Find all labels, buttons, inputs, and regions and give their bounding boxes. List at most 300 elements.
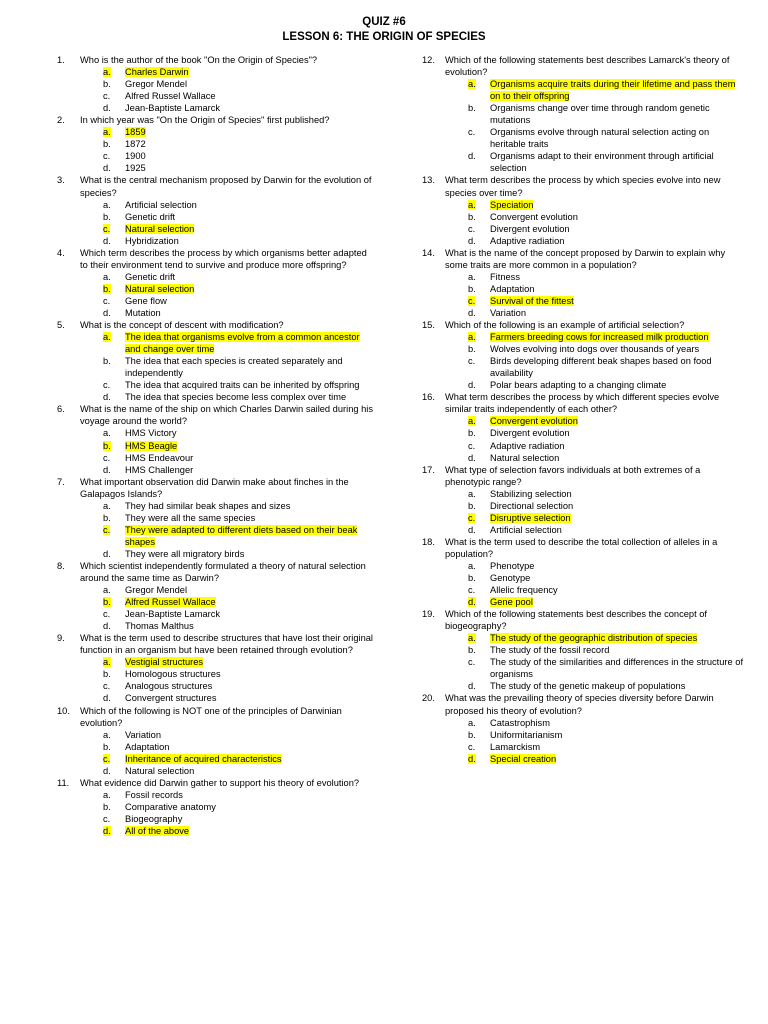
answer-option-highlighted bbox=[468, 78, 744, 102]
question-number: 9. bbox=[57, 633, 65, 644]
answer-options bbox=[468, 488, 744, 536]
question-block bbox=[422, 608, 744, 692]
option-text: Biogeography bbox=[125, 813, 183, 824]
answer-option bbox=[468, 223, 744, 235]
question-block bbox=[422, 391, 744, 463]
lesson-title: LESSON 6: THE ORIGIN OF SPECIES bbox=[282, 31, 486, 43]
option-text: The study of the genetic makeup of populations bbox=[490, 681, 686, 692]
option-letter: c. bbox=[468, 127, 476, 138]
option-text: Stabilizing selection bbox=[490, 488, 572, 499]
option-text bbox=[125, 331, 375, 355]
option-letter bbox=[468, 753, 490, 765]
highlight-mark: d. bbox=[103, 826, 111, 836]
highlight-mark: b. bbox=[103, 440, 111, 451]
question-number: 4. bbox=[57, 247, 65, 258]
option-text bbox=[490, 753, 744, 765]
answer-option bbox=[103, 584, 375, 596]
option-letter: b. bbox=[103, 741, 111, 752]
option-text: Hybridization bbox=[125, 235, 179, 246]
answer-option-highlighted bbox=[468, 415, 744, 427]
option-text: Artificial selection bbox=[490, 524, 562, 535]
highlighted-answer: They were adapted to different diets based on their beak shapes bbox=[125, 524, 358, 547]
option-text: Mutation bbox=[125, 307, 161, 318]
question-stem bbox=[57, 560, 375, 584]
highlighted-answer: Gene pool bbox=[490, 597, 533, 608]
question-block bbox=[422, 536, 744, 608]
highlighted-answer: Survival of the fittest bbox=[490, 295, 574, 306]
question-text: What evidence did Darwin gather to support his theory of evolution? bbox=[80, 777, 360, 788]
option-letter bbox=[103, 66, 125, 78]
question-number: 12. bbox=[422, 55, 435, 65]
option-letter bbox=[103, 596, 125, 608]
question-stem bbox=[57, 114, 375, 126]
question-text: What was the prevailing theory of species diversity before Darwin proposed his theory of evolution? bbox=[445, 693, 714, 716]
option-text bbox=[125, 126, 375, 138]
answer-option-highlighted bbox=[468, 596, 744, 608]
option-letter: d. bbox=[468, 452, 476, 463]
option-text: Genetic drift bbox=[125, 271, 176, 282]
option-text: HMS Challenger bbox=[125, 464, 194, 475]
option-text: They were all the same species bbox=[125, 512, 256, 523]
question-block bbox=[422, 54, 744, 174]
option-letter bbox=[103, 825, 125, 837]
question-block bbox=[57, 705, 375, 777]
option-text: The idea that each species is created separately and independently bbox=[125, 356, 343, 379]
option-text: Homologous structures bbox=[125, 669, 221, 680]
highlight-mark: c. bbox=[468, 295, 476, 306]
answer-option bbox=[468, 355, 744, 379]
answer-option bbox=[103, 295, 375, 307]
highlight-mark: a. bbox=[468, 633, 476, 644]
option-text: Artificial selection bbox=[125, 199, 197, 210]
question-text: What term describes the process by which different species evolve similar traits independently of each other? bbox=[445, 392, 720, 415]
highlighted-answer: The idea that organisms evolve from a common ancestor and change over time bbox=[125, 332, 360, 355]
option-letter: c. bbox=[468, 585, 476, 596]
question-stem bbox=[422, 608, 744, 632]
answer-option bbox=[103, 500, 375, 512]
option-letter: b. bbox=[103, 139, 111, 150]
answer-option bbox=[468, 283, 744, 295]
option-text: The study of the fossil record bbox=[490, 645, 610, 656]
option-text: The study of the similarities and differences in the structure of organisms bbox=[490, 657, 744, 680]
answer-options bbox=[103, 789, 375, 837]
answer-option bbox=[103, 680, 375, 692]
option-letter bbox=[103, 283, 125, 295]
question-text: Which term describes the process by which organisms better adapted to their environment tend to survive and produce more offspring? bbox=[80, 247, 367, 270]
option-letter: d. bbox=[103, 103, 111, 114]
option-text bbox=[490, 596, 744, 608]
option-text: HMS Victory bbox=[125, 428, 177, 439]
highlight-mark: a. bbox=[468, 199, 476, 210]
option-letter: c. bbox=[103, 151, 111, 162]
question-number: 20. bbox=[422, 693, 435, 704]
answer-option bbox=[103, 427, 375, 439]
option-text: Directional selection bbox=[490, 500, 574, 511]
answer-options bbox=[468, 199, 744, 247]
question-stem bbox=[422, 174, 744, 198]
answer-options bbox=[468, 78, 744, 174]
option-text: Wolves evolving into dogs over thousands of years bbox=[490, 344, 700, 355]
question-text: What is the term used to describe the total collection of alleles in a population? bbox=[445, 536, 718, 559]
answer-option-highlighted bbox=[468, 753, 744, 765]
option-text: 1900 bbox=[125, 151, 146, 162]
answer-options bbox=[103, 331, 375, 403]
option-text: Convergent structures bbox=[125, 693, 217, 704]
answer-option bbox=[103, 138, 375, 150]
option-letter bbox=[468, 632, 490, 644]
question-number: 5. bbox=[57, 320, 65, 331]
answer-option-highlighted bbox=[103, 753, 375, 765]
option-letter: b. bbox=[103, 79, 111, 90]
option-letter: b. bbox=[468, 103, 476, 114]
option-letter bbox=[468, 331, 490, 343]
answer-option bbox=[468, 452, 744, 464]
highlight-mark: b. bbox=[103, 597, 111, 608]
option-letter bbox=[103, 440, 125, 452]
option-text bbox=[125, 524, 375, 548]
option-text: Organisms evolve through natural selection acting on heritable traits bbox=[490, 127, 710, 150]
answer-option bbox=[468, 729, 744, 741]
option-letter: d. bbox=[103, 621, 111, 632]
question-block bbox=[57, 632, 375, 704]
answer-option bbox=[468, 440, 744, 452]
option-text: Lamarckism bbox=[490, 741, 541, 752]
answer-option bbox=[468, 343, 744, 355]
highlight-mark: c. bbox=[103, 753, 111, 764]
option-letter: d. bbox=[468, 380, 476, 391]
option-text bbox=[125, 596, 375, 608]
question-block bbox=[422, 247, 744, 319]
option-letter: d. bbox=[103, 765, 111, 776]
question-block bbox=[57, 54, 375, 114]
answer-option-highlighted bbox=[103, 126, 375, 138]
highlight-mark: d. bbox=[468, 753, 476, 764]
option-letter: c. bbox=[468, 223, 476, 234]
option-text bbox=[125, 656, 375, 668]
option-text bbox=[125, 825, 375, 837]
answer-options bbox=[103, 199, 375, 247]
question-stem bbox=[57, 777, 375, 789]
option-letter bbox=[468, 78, 490, 102]
option-text: Convergent evolution bbox=[490, 211, 578, 222]
option-text: 1872 bbox=[125, 139, 146, 150]
answer-option-highlighted bbox=[103, 825, 375, 837]
question-block bbox=[57, 777, 375, 837]
option-letter: d. bbox=[103, 235, 111, 246]
option-letter: b. bbox=[103, 356, 111, 367]
question-stem bbox=[422, 692, 744, 716]
question-stem bbox=[57, 476, 375, 500]
option-text: Variation bbox=[125, 729, 162, 740]
answer-options bbox=[103, 656, 375, 704]
highlighted-answer: Charles Darwin bbox=[125, 67, 189, 78]
answer-option bbox=[103, 90, 375, 102]
option-letter bbox=[103, 223, 125, 235]
question-number: 1. bbox=[57, 55, 65, 65]
answer-options bbox=[103, 271, 375, 319]
option-letter: d. bbox=[468, 307, 476, 318]
answer-option bbox=[468, 656, 744, 680]
answer-option-highlighted bbox=[468, 295, 744, 307]
answer-option bbox=[103, 692, 375, 704]
question-number: 8. bbox=[57, 560, 65, 571]
highlighted-answer: Inheritance of acquired characteristics bbox=[125, 753, 282, 764]
option-letter: d. bbox=[103, 163, 111, 174]
question-text: What is the name of the concept proposed by Darwin to explain why some traits are more common in a population? bbox=[445, 247, 726, 270]
option-letter: d. bbox=[103, 548, 111, 559]
option-letter bbox=[468, 415, 490, 427]
option-text: Gene flow bbox=[125, 295, 167, 306]
answer-option bbox=[103, 464, 375, 476]
highlighted-answer: Convergent evolution bbox=[490, 416, 578, 427]
option-letter: d. bbox=[103, 392, 111, 403]
question-stem bbox=[57, 54, 375, 66]
highlighted-answer: Alfred Russel Wallace bbox=[125, 597, 216, 608]
option-text bbox=[490, 78, 744, 102]
question-stem bbox=[57, 705, 375, 729]
option-letter: c. bbox=[468, 440, 476, 451]
option-letter: b. bbox=[103, 211, 111, 222]
answer-option bbox=[468, 524, 744, 536]
highlight-mark: d. bbox=[468, 597, 476, 608]
option-letter: c. bbox=[468, 356, 476, 367]
option-text: Organisms change over time through random genetic mutations bbox=[490, 103, 710, 126]
answer-option bbox=[103, 741, 375, 753]
question-text: In which year was "On the Origin of Species" first published? bbox=[80, 115, 330, 126]
question-text: Which of the following is NOT one of the principles of Darwinian evolution? bbox=[80, 705, 342, 728]
highlight-mark: c. bbox=[103, 524, 111, 535]
answer-options bbox=[103, 729, 375, 777]
question-block bbox=[57, 403, 375, 475]
answer-options bbox=[103, 126, 375, 174]
highlight-mark: a. bbox=[103, 332, 111, 343]
highlight-mark: a. bbox=[468, 79, 476, 90]
option-letter bbox=[468, 199, 490, 211]
option-text: Jean-Baptiste Lamarck bbox=[125, 103, 221, 114]
question-number: 6. bbox=[57, 404, 65, 415]
option-text bbox=[125, 753, 375, 765]
question-number: 17. bbox=[422, 464, 435, 475]
highlighted-answer: 1859 bbox=[125, 127, 146, 138]
answer-option bbox=[103, 548, 375, 560]
question-text: Which of the following statements best describes the concept of biogeography? bbox=[445, 609, 708, 632]
answer-option bbox=[103, 813, 375, 825]
question-number: 14. bbox=[422, 247, 435, 258]
option-text bbox=[490, 331, 744, 343]
option-text: Adaptive radiation bbox=[490, 440, 565, 451]
option-letter bbox=[103, 656, 125, 668]
option-letter: b. bbox=[103, 801, 111, 812]
answer-option bbox=[103, 379, 375, 391]
answer-option-highlighted bbox=[103, 66, 375, 78]
question-number: 10. bbox=[57, 705, 70, 716]
question-text: What term describes the process by which species evolve into new species over time? bbox=[445, 175, 721, 198]
option-text: They were all migratory birds bbox=[125, 548, 245, 559]
highlight-mark: a. bbox=[468, 332, 476, 343]
question-number: 11. bbox=[57, 777, 70, 788]
option-text: Analogous structures bbox=[125, 681, 213, 692]
option-letter bbox=[103, 331, 125, 355]
option-letter: b. bbox=[103, 512, 111, 523]
question-stem bbox=[57, 632, 375, 656]
answer-option bbox=[468, 102, 744, 126]
option-letter: b. bbox=[468, 729, 476, 740]
option-text: Catastrophism bbox=[490, 717, 550, 728]
option-text bbox=[490, 199, 744, 211]
answer-option bbox=[468, 150, 744, 174]
option-text: HMS Endeavour bbox=[125, 452, 194, 463]
answer-option bbox=[468, 717, 744, 729]
answer-option bbox=[468, 644, 744, 656]
question-number: 19. bbox=[422, 609, 435, 620]
highlight-mark: b. bbox=[103, 283, 111, 294]
answer-option bbox=[103, 199, 375, 211]
answer-option-highlighted bbox=[468, 331, 744, 343]
answer-option-highlighted bbox=[103, 331, 375, 355]
question-stem bbox=[57, 403, 375, 427]
question-text: What is the concept of descent with modification? bbox=[80, 320, 284, 331]
option-letter: a. bbox=[103, 789, 111, 800]
answer-options bbox=[468, 331, 744, 391]
option-text: Genetic drift bbox=[125, 211, 176, 222]
option-text: Thomas Malthus bbox=[125, 621, 194, 632]
option-letter: c. bbox=[103, 813, 111, 824]
option-text: Divergent evolution bbox=[490, 428, 570, 439]
right-column bbox=[422, 54, 744, 765]
answer-options bbox=[103, 66, 375, 114]
option-text: Comparative anatomy bbox=[125, 801, 216, 812]
highlighted-answer: Natural selection bbox=[125, 283, 195, 294]
option-text: Polar bears adapting to a changing climate bbox=[490, 380, 667, 391]
answer-option bbox=[468, 500, 744, 512]
question-text: What type of selection favors individuals at both extremes of a phenotypic range? bbox=[445, 464, 701, 487]
option-letter: c. bbox=[103, 681, 111, 692]
answer-option bbox=[468, 584, 744, 596]
question-number: 3. bbox=[57, 175, 65, 186]
option-text bbox=[490, 295, 744, 307]
highlighted-answer: Special creation bbox=[490, 753, 557, 764]
question-stem bbox=[422, 536, 744, 560]
option-letter: c. bbox=[103, 609, 111, 620]
answer-option bbox=[468, 680, 744, 692]
highlight-mark: a. bbox=[468, 416, 476, 427]
option-text: Adaptive radiation bbox=[490, 235, 565, 246]
option-text: 1925 bbox=[125, 163, 146, 174]
answer-option bbox=[103, 452, 375, 464]
answer-options bbox=[103, 500, 375, 560]
option-letter bbox=[468, 596, 490, 608]
question-number: 18. bbox=[422, 536, 435, 547]
question-text: Who is the author of the book "On the Origin of Species"? bbox=[80, 55, 318, 65]
question-block bbox=[422, 464, 744, 536]
highlighted-answer: Organisms acquire traits during their lifetime and pass them on to their offspring bbox=[490, 79, 736, 102]
answer-option-highlighted bbox=[103, 524, 375, 548]
highlight-mark: a. bbox=[103, 657, 111, 668]
answer-option bbox=[468, 307, 744, 319]
option-text bbox=[490, 512, 744, 524]
option-text: The idea that species become less complex over time bbox=[125, 392, 347, 403]
highlighted-answer: Speciation bbox=[490, 199, 534, 210]
highlighted-answer: Vestigial structures bbox=[125, 657, 204, 668]
option-text: Jean-Baptiste Lamarck bbox=[125, 609, 221, 620]
question-stem bbox=[422, 319, 744, 331]
option-letter: a. bbox=[103, 199, 111, 210]
question-block bbox=[57, 319, 375, 403]
option-text: Organisms adapt to their environment through artificial selection bbox=[490, 151, 714, 174]
question-number: 16. bbox=[422, 392, 435, 403]
question-stem bbox=[57, 247, 375, 271]
question-stem bbox=[57, 174, 375, 198]
answer-options bbox=[468, 560, 744, 608]
answer-option bbox=[103, 391, 375, 403]
highlight-mark: c. bbox=[103, 223, 111, 234]
question-text: Which of the following statements best describes Lamarck's theory of evolution? bbox=[445, 55, 730, 78]
question-text: Which scientist independently formulated a theory of natural selection around the same time as Darwin? bbox=[80, 560, 366, 584]
question-block bbox=[57, 114, 375, 174]
answer-option bbox=[103, 620, 375, 632]
option-letter: a. bbox=[103, 585, 111, 596]
option-letter: d. bbox=[468, 151, 476, 162]
question-block bbox=[422, 174, 744, 246]
answer-options bbox=[468, 415, 744, 463]
highlighted-answer: All of the above bbox=[125, 826, 190, 836]
answer-option bbox=[103, 271, 375, 283]
answer-option bbox=[103, 162, 375, 174]
option-text: Divergent evolution bbox=[490, 223, 570, 234]
option-letter: d. bbox=[468, 681, 476, 692]
option-letter: c. bbox=[103, 380, 111, 391]
answer-option bbox=[468, 211, 744, 223]
option-text: Gregor Mendel bbox=[125, 585, 188, 596]
question-block bbox=[57, 247, 375, 319]
answer-option-highlighted bbox=[103, 596, 375, 608]
answer-option-highlighted bbox=[468, 512, 744, 524]
question-text: What is the name of the ship on which Charles Darwin sailed during his voyage around the world? bbox=[80, 404, 373, 427]
answer-option bbox=[103, 765, 375, 777]
option-text: Gregor Mendel bbox=[125, 79, 188, 90]
option-text: Adaptation bbox=[125, 741, 170, 752]
option-letter bbox=[103, 524, 125, 548]
question-stem bbox=[57, 319, 375, 331]
question-stem bbox=[422, 391, 744, 415]
option-text: Variation bbox=[490, 307, 527, 318]
answer-options bbox=[468, 717, 744, 765]
option-text: Alfred Russel Wallace bbox=[125, 91, 216, 102]
question-number: 2. bbox=[57, 115, 65, 126]
option-text: Fossil records bbox=[125, 789, 183, 800]
highlight-mark: a. bbox=[103, 127, 111, 138]
option-letter bbox=[103, 126, 125, 138]
highlighted-answer: Disruptive selection bbox=[490, 512, 571, 523]
answer-option bbox=[103, 78, 375, 90]
answer-option bbox=[468, 379, 744, 391]
answer-option bbox=[468, 271, 744, 283]
question-stem bbox=[422, 464, 744, 488]
option-letter: a. bbox=[103, 428, 111, 439]
left-column bbox=[57, 54, 375, 837]
option-letter: a. bbox=[468, 717, 476, 728]
highlighted-answer: Natural selection bbox=[125, 223, 195, 234]
option-text bbox=[490, 632, 744, 644]
option-letter: b. bbox=[468, 573, 476, 584]
answer-option bbox=[468, 741, 744, 753]
option-letter bbox=[468, 512, 490, 524]
option-letter: b. bbox=[103, 669, 111, 680]
answer-options bbox=[103, 427, 375, 475]
answer-option-highlighted bbox=[468, 199, 744, 211]
question-stem bbox=[422, 54, 744, 78]
option-text: Allelic frequency bbox=[490, 585, 558, 596]
